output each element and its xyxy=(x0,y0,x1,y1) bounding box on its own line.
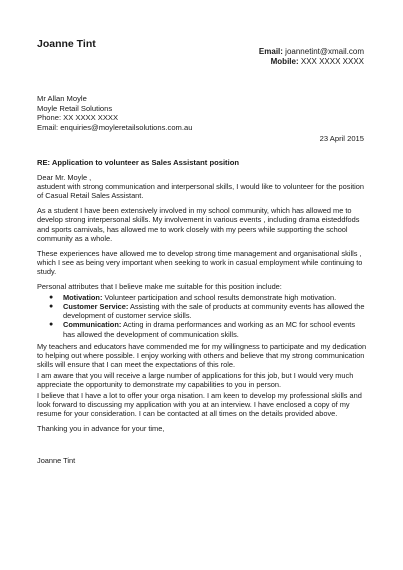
bullet-icon: ● xyxy=(49,294,54,302)
signature-space xyxy=(37,439,369,452)
mobile-value: XXX XXXX XXXX xyxy=(300,57,364,66)
attribute-term: Motivation: xyxy=(63,293,103,303)
recipient-name: Mr Allan Moyle xyxy=(37,94,87,103)
intro-paragraph: astudent with strong communication and interpersonal skills, I would like to volunteer for the position of Casual Retail Sales Assistant. xyxy=(37,182,365,201)
attribute-item xyxy=(49,302,369,321)
mobile-line xyxy=(259,57,364,67)
paragraph-experience: These experiences have allowed me to develop strong time management and organisational skills , which I see as being very important when seeking to work in casual employment while continuing to study. xyxy=(37,248,363,276)
attribute-item xyxy=(49,293,369,303)
subject-line: RE: Application to volunteer as Sales Assistant position xyxy=(37,158,239,167)
letter-date: 23 April 2015 xyxy=(319,134,364,143)
letter-body xyxy=(37,158,369,466)
paragraph-involvement: As a student I have been extensively involved in my school community, which has allowed me to develop strong interpersonal skills. My involvement in various events , including drama eisteddfods and sports carnivals, has allowed me to work closely with my peers while supporting the school community as a whole. xyxy=(37,206,360,243)
bullet-icon: ● xyxy=(49,321,54,329)
email-value: joannetint@xmail.com xyxy=(285,47,364,56)
bullet-icon: ● xyxy=(49,303,54,311)
attribute-text: Assisting with the sale of products at community events has allowed the development of customer service skills. xyxy=(63,302,365,321)
paragraph-commendation: My teachers and educators have commended me for my willingness to participate and my dedication to helping out where possible. I enjoy working with others and believe that my strong communication skills will ensure that I can meet the expectations of this role. xyxy=(37,341,367,369)
email-line xyxy=(259,47,364,57)
attribute-item xyxy=(49,320,369,339)
recipient-block xyxy=(37,94,192,132)
sender-name: Joanne Tint xyxy=(37,38,96,50)
attributes-intro: Personal attributes that I believe make me suitable for this position include: xyxy=(37,282,282,292)
recipient-email: Email: enquiries@moyleretailsolutions.com.au xyxy=(37,122,193,132)
signature-name: Joanne Tint xyxy=(37,456,76,466)
greeting: Dear Mr. Moyle , xyxy=(37,173,92,183)
sender-contact xyxy=(259,47,364,67)
attribute-term: Customer Service: xyxy=(63,302,129,312)
recipient-phone: Phone: XX XXXX XXXX xyxy=(37,113,119,123)
paragraph-applications: I am aware that you will receive a large number of applications for this job, but I would very much appreciate the opportunity to demonstrate my capabilities to you in person. xyxy=(37,370,354,389)
paragraph-offer: I believe that I have a lot to offer your orga nisation. I am keen to develop my professional skills and look forward to discussing my application with you at an interview. I have enclosed a copy of my resume for your consideration. I can be contacted at all times on the details provided above. xyxy=(37,391,362,419)
mobile-label: Mobile: xyxy=(270,57,299,66)
attribute-term: Communication: xyxy=(63,320,122,330)
recipient-company: Moyle Retail Solutions xyxy=(37,103,113,113)
closing-line: Thanking you in advance for your time, xyxy=(37,424,165,434)
attribute-text: Volunteer participation and school results demonstrate high motivation. xyxy=(102,293,337,303)
attribute-text: Acting in drama performances and working as an MC for school events has allowed the development of communication skills. xyxy=(63,320,356,339)
email-label: Email: xyxy=(258,47,283,56)
attributes-list xyxy=(37,293,369,338)
